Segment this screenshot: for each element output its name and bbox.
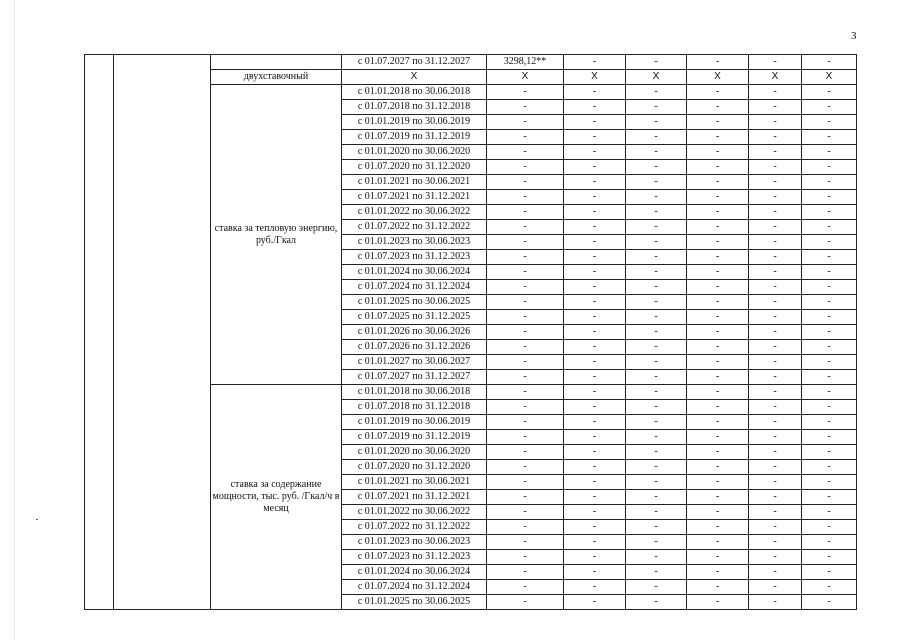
empty-column-cell	[85, 55, 114, 610]
period-cell: с 01.01.2023 по 30.06.2023	[342, 235, 487, 250]
value-cell: -	[626, 325, 687, 340]
value-cell: -	[687, 250, 749, 265]
value-cell: -	[749, 145, 802, 160]
value-cell: -	[687, 130, 749, 145]
value-cell: -	[487, 355, 564, 370]
value-cell: -	[749, 355, 802, 370]
value-cell: -	[687, 145, 749, 160]
period-cell: с 01.01.2024 по 30.06.2024	[342, 565, 487, 580]
value-cell: -	[687, 505, 749, 520]
value-cell: -	[626, 370, 687, 385]
value-cell: -	[749, 85, 802, 100]
value-cell: -	[626, 490, 687, 505]
value-cell: -	[626, 310, 687, 325]
value-cell: -	[564, 385, 626, 400]
period-cell: с 01.01.2021 по 30.06.2021	[342, 175, 487, 190]
period-cell: с 01.07.2018 по 31.12.2018	[342, 400, 487, 415]
value-cell: -	[749, 580, 802, 595]
value-cell: -	[802, 160, 857, 175]
value-cell: -	[487, 325, 564, 340]
value-cell: -	[749, 385, 802, 400]
value-cell: -	[802, 100, 857, 115]
value-cell: -	[749, 430, 802, 445]
period-cell: с 01.07.2019 по 31.12.2019	[342, 130, 487, 145]
empty-cell	[211, 55, 342, 70]
value-cell: -	[626, 160, 687, 175]
value-cell: -	[564, 100, 626, 115]
period-cell: с 01.07.2024 по 31.12.2024	[342, 580, 487, 595]
period-cell: с 01.07.2023 по 31.12.2023	[342, 550, 487, 565]
value-cell: -	[487, 505, 564, 520]
value-cell: -	[626, 190, 687, 205]
value-cell: -	[802, 595, 857, 610]
value-cell: -	[749, 535, 802, 550]
value-cell: -	[749, 55, 802, 70]
period-cell: с 01.01.2022 по 30.06.2022	[342, 505, 487, 520]
value-cell: -	[802, 145, 857, 160]
value-cell: -	[564, 265, 626, 280]
period-cell: с 01.07.2019 по 31.12.2019	[342, 430, 487, 445]
value-cell: -	[564, 130, 626, 145]
value-cell: -	[626, 145, 687, 160]
value-cell: -	[487, 310, 564, 325]
value-cell: -	[749, 265, 802, 280]
value-cell: 3298,12**	[487, 55, 564, 70]
value-cell: -	[749, 550, 802, 565]
period-cell: с 01.07.2025 по 31.12.2025	[342, 310, 487, 325]
value-cell: -	[802, 265, 857, 280]
value-cell: -	[564, 145, 626, 160]
value-cell: -	[564, 220, 626, 235]
value-cell: -	[802, 475, 857, 490]
period-cell: с 01.07.2020 по 31.12.2020	[342, 160, 487, 175]
period-cell: с 01.07.2022 по 31.12.2022	[342, 220, 487, 235]
value-cell: -	[687, 580, 749, 595]
tariff-table	[84, 54, 857, 610]
value-cell: -	[802, 205, 857, 220]
value-cell: -	[802, 415, 857, 430]
period-cell: с 01.01.2020 по 30.06.2020	[342, 145, 487, 160]
value-cell: -	[687, 370, 749, 385]
value-cell: -	[802, 370, 857, 385]
value-cell: -	[564, 580, 626, 595]
value-cell: -	[564, 310, 626, 325]
mark-cell: X	[626, 70, 687, 85]
period-cell: с 01.01.2024 по 30.06.2024	[342, 265, 487, 280]
value-cell: -	[749, 520, 802, 535]
value-cell: -	[564, 400, 626, 415]
value-cell: -	[626, 355, 687, 370]
value-cell: -	[802, 340, 857, 355]
rate-name-cell: ставка за тепловую энергию, руб./Гкал	[211, 85, 342, 385]
value-cell: -	[626, 100, 687, 115]
value-cell: -	[802, 115, 857, 130]
value-cell: -	[626, 520, 687, 535]
value-cell: -	[564, 190, 626, 205]
value-cell: -	[749, 115, 802, 130]
value-cell: -	[487, 85, 564, 100]
value-cell: -	[626, 130, 687, 145]
value-cell: -	[564, 595, 626, 610]
value-cell: -	[487, 160, 564, 175]
value-cell: -	[564, 205, 626, 220]
value-cell: -	[626, 235, 687, 250]
value-cell: -	[802, 565, 857, 580]
value-cell: -	[749, 325, 802, 340]
mark-cell: X	[687, 70, 749, 85]
period-cell: с 01.01.2018 по 30.06.2018	[342, 85, 487, 100]
table-row	[85, 55, 857, 70]
value-cell: -	[687, 205, 749, 220]
value-cell: -	[564, 85, 626, 100]
value-cell: -	[487, 280, 564, 295]
value-cell: -	[487, 100, 564, 115]
value-cell: -	[687, 550, 749, 565]
value-cell: -	[487, 475, 564, 490]
value-cell: -	[687, 340, 749, 355]
value-cell: -	[749, 400, 802, 415]
value-cell: -	[564, 565, 626, 580]
value-cell: -	[487, 400, 564, 415]
value-cell: -	[487, 295, 564, 310]
mark-cell: X	[342, 70, 487, 85]
value-cell: -	[626, 205, 687, 220]
value-cell: -	[749, 160, 802, 175]
value-cell: -	[687, 295, 749, 310]
value-cell: -	[802, 280, 857, 295]
tariff-type-cell: двухставочный	[211, 70, 342, 85]
page-number: 3	[851, 30, 857, 42]
value-cell: -	[626, 115, 687, 130]
value-cell: -	[687, 445, 749, 460]
value-cell: -	[687, 175, 749, 190]
value-cell: -	[687, 535, 749, 550]
period-cell: с 01.07.2021 по 31.12.2021	[342, 190, 487, 205]
period-cell: с 01.07.2024 по 31.12.2024	[342, 280, 487, 295]
value-cell: -	[802, 250, 857, 265]
value-cell: -	[802, 490, 857, 505]
period-cell: с 01.01.2023 по 30.06.2023	[342, 535, 487, 550]
value-cell: -	[487, 490, 564, 505]
value-cell: -	[802, 355, 857, 370]
value-cell: -	[802, 130, 857, 145]
value-cell: -	[687, 220, 749, 235]
value-cell: -	[626, 220, 687, 235]
value-cell: -	[687, 115, 749, 130]
value-cell: -	[687, 85, 749, 100]
value-cell: -	[487, 145, 564, 160]
value-cell: -	[487, 595, 564, 610]
value-cell: -	[626, 85, 687, 100]
value-cell: -	[487, 220, 564, 235]
value-cell: -	[487, 460, 564, 475]
value-cell: -	[626, 580, 687, 595]
value-cell: -	[749, 205, 802, 220]
value-cell: -	[564, 325, 626, 340]
value-cell: -	[564, 160, 626, 175]
period-cell: с 01.07.2018 по 31.12.2018	[342, 100, 487, 115]
period-cell: с 01.01.2019 по 30.06.2019	[342, 415, 487, 430]
value-cell: -	[487, 430, 564, 445]
value-cell: -	[802, 520, 857, 535]
value-cell: -	[626, 445, 687, 460]
period-cell: с 01.01.2019 по 30.06.2019	[342, 115, 487, 130]
period-cell: с 01.01.2021 по 30.06.2021	[342, 475, 487, 490]
value-cell: -	[487, 190, 564, 205]
value-cell: -	[487, 565, 564, 580]
period-cell: с 01.07.2020 по 31.12.2020	[342, 460, 487, 475]
value-cell: -	[802, 550, 857, 565]
value-cell: -	[626, 340, 687, 355]
value-cell: -	[687, 235, 749, 250]
value-cell: -	[687, 415, 749, 430]
value-cell: -	[626, 55, 687, 70]
value-cell: -	[487, 205, 564, 220]
value-cell: -	[802, 535, 857, 550]
mark-cell: X	[487, 70, 564, 85]
value-cell: -	[626, 175, 687, 190]
value-cell: -	[687, 460, 749, 475]
value-cell: -	[626, 550, 687, 565]
value-cell: -	[564, 415, 626, 430]
value-cell: -	[564, 355, 626, 370]
value-cell: -	[802, 460, 857, 475]
value-cell: -	[802, 385, 857, 400]
period-cell: с 01.01.2027 по 30.06.2027	[342, 355, 487, 370]
value-cell: -	[487, 520, 564, 535]
value-cell: -	[487, 130, 564, 145]
value-cell: -	[626, 415, 687, 430]
value-cell: -	[802, 310, 857, 325]
value-cell: -	[626, 565, 687, 580]
value-cell: -	[802, 400, 857, 415]
period-cell: с 01.07.2021 по 31.12.2021	[342, 490, 487, 505]
value-cell: -	[749, 190, 802, 205]
value-cell: -	[626, 385, 687, 400]
value-cell: -	[749, 595, 802, 610]
value-cell: -	[687, 565, 749, 580]
value-cell: -	[487, 580, 564, 595]
value-cell: -	[564, 235, 626, 250]
value-cell: -	[687, 55, 749, 70]
value-cell: -	[802, 175, 857, 190]
value-cell: -	[687, 325, 749, 340]
value-cell: -	[564, 460, 626, 475]
value-cell: -	[564, 295, 626, 310]
value-cell: -	[749, 460, 802, 475]
period-cell: с 01.01.2018 по 30.06.2018	[342, 385, 487, 400]
value-cell: -	[687, 355, 749, 370]
value-cell: -	[802, 580, 857, 595]
value-cell: -	[487, 265, 564, 280]
value-cell: -	[626, 535, 687, 550]
value-cell: -	[564, 115, 626, 130]
period-cell: с 01.01.2022 по 30.06.2022	[342, 205, 487, 220]
period-cell: с 01.01.2025 по 30.06.2025	[342, 295, 487, 310]
value-cell: -	[749, 340, 802, 355]
value-cell: -	[802, 55, 857, 70]
scan-margin-line	[14, 0, 15, 640]
value-cell: -	[749, 175, 802, 190]
value-cell: -	[564, 340, 626, 355]
value-cell: -	[487, 535, 564, 550]
value-cell: -	[564, 445, 626, 460]
period-cell: с 01.07.2026 по 31.12.2026	[342, 340, 487, 355]
value-cell: -	[626, 430, 687, 445]
value-cell: -	[749, 415, 802, 430]
value-cell: -	[802, 220, 857, 235]
mark-cell: X	[802, 70, 857, 85]
value-cell: -	[687, 475, 749, 490]
value-cell: -	[749, 250, 802, 265]
value-cell: -	[564, 370, 626, 385]
value-cell: -	[564, 175, 626, 190]
value-cell: -	[749, 310, 802, 325]
value-cell: -	[487, 340, 564, 355]
value-cell: -	[687, 490, 749, 505]
value-cell: -	[626, 265, 687, 280]
period-cell: с 01.07.2027 по 31.12.2027	[342, 370, 487, 385]
value-cell: -	[626, 250, 687, 265]
period-cell: с 01.01.2026 по 30.06.2026	[342, 325, 487, 340]
value-cell: -	[749, 280, 802, 295]
tariff-table-body	[85, 55, 857, 610]
value-cell: -	[487, 250, 564, 265]
scan-speck	[36, 519, 38, 520]
value-cell: -	[487, 235, 564, 250]
value-cell: -	[802, 445, 857, 460]
value-cell: -	[687, 430, 749, 445]
rate-name-cell: ставка за содержание мощности, тыс. руб. /Гкал/ч в месяц	[211, 385, 342, 610]
period-cell: с 01.07.2027 по 31.12.2027	[342, 55, 487, 70]
value-cell: -	[802, 85, 857, 100]
period-cell: с 01.01.2020 по 30.06.2020	[342, 445, 487, 460]
value-cell: -	[564, 475, 626, 490]
value-cell: -	[564, 55, 626, 70]
value-cell: -	[687, 400, 749, 415]
value-cell: -	[802, 235, 857, 250]
value-cell: -	[487, 415, 564, 430]
value-cell: -	[564, 520, 626, 535]
value-cell: -	[687, 310, 749, 325]
value-cell: -	[564, 430, 626, 445]
value-cell: -	[687, 160, 749, 175]
value-cell: -	[487, 550, 564, 565]
value-cell: -	[802, 505, 857, 520]
value-cell: -	[687, 100, 749, 115]
value-cell: -	[687, 385, 749, 400]
value-cell: -	[564, 550, 626, 565]
value-cell: -	[749, 220, 802, 235]
empty-column-cell	[114, 55, 211, 610]
value-cell: -	[749, 370, 802, 385]
value-cell: -	[749, 490, 802, 505]
value-cell: -	[487, 370, 564, 385]
value-cell: -	[687, 190, 749, 205]
value-cell: -	[687, 280, 749, 295]
value-cell: -	[749, 100, 802, 115]
value-cell: -	[626, 595, 687, 610]
value-cell: -	[749, 565, 802, 580]
value-cell: -	[487, 115, 564, 130]
value-cell: -	[564, 490, 626, 505]
value-cell: -	[564, 280, 626, 295]
value-cell: -	[626, 460, 687, 475]
value-cell: -	[802, 295, 857, 310]
value-cell: -	[687, 265, 749, 280]
value-cell: -	[687, 595, 749, 610]
value-cell: -	[749, 445, 802, 460]
value-cell: -	[626, 400, 687, 415]
value-cell: -	[749, 475, 802, 490]
value-cell: -	[487, 445, 564, 460]
period-cell: с 01.07.2023 по 31.12.2023	[342, 250, 487, 265]
period-cell: с 01.07.2022 по 31.12.2022	[342, 520, 487, 535]
value-cell: -	[802, 430, 857, 445]
value-cell: -	[626, 505, 687, 520]
period-cell: с 01.01.2025 по 30.06.2025	[342, 595, 487, 610]
value-cell: -	[564, 505, 626, 520]
value-cell: -	[749, 130, 802, 145]
value-cell: -	[749, 295, 802, 310]
value-cell: -	[749, 235, 802, 250]
value-cell: -	[687, 520, 749, 535]
value-cell: -	[749, 505, 802, 520]
value-cell: -	[626, 475, 687, 490]
value-cell: -	[626, 295, 687, 310]
value-cell: -	[802, 190, 857, 205]
value-cell: -	[487, 385, 564, 400]
value-cell: -	[564, 535, 626, 550]
mark-cell: X	[564, 70, 626, 85]
value-cell: -	[802, 325, 857, 340]
value-cell: -	[487, 175, 564, 190]
value-cell: -	[564, 250, 626, 265]
mark-cell: X	[749, 70, 802, 85]
value-cell: -	[626, 280, 687, 295]
